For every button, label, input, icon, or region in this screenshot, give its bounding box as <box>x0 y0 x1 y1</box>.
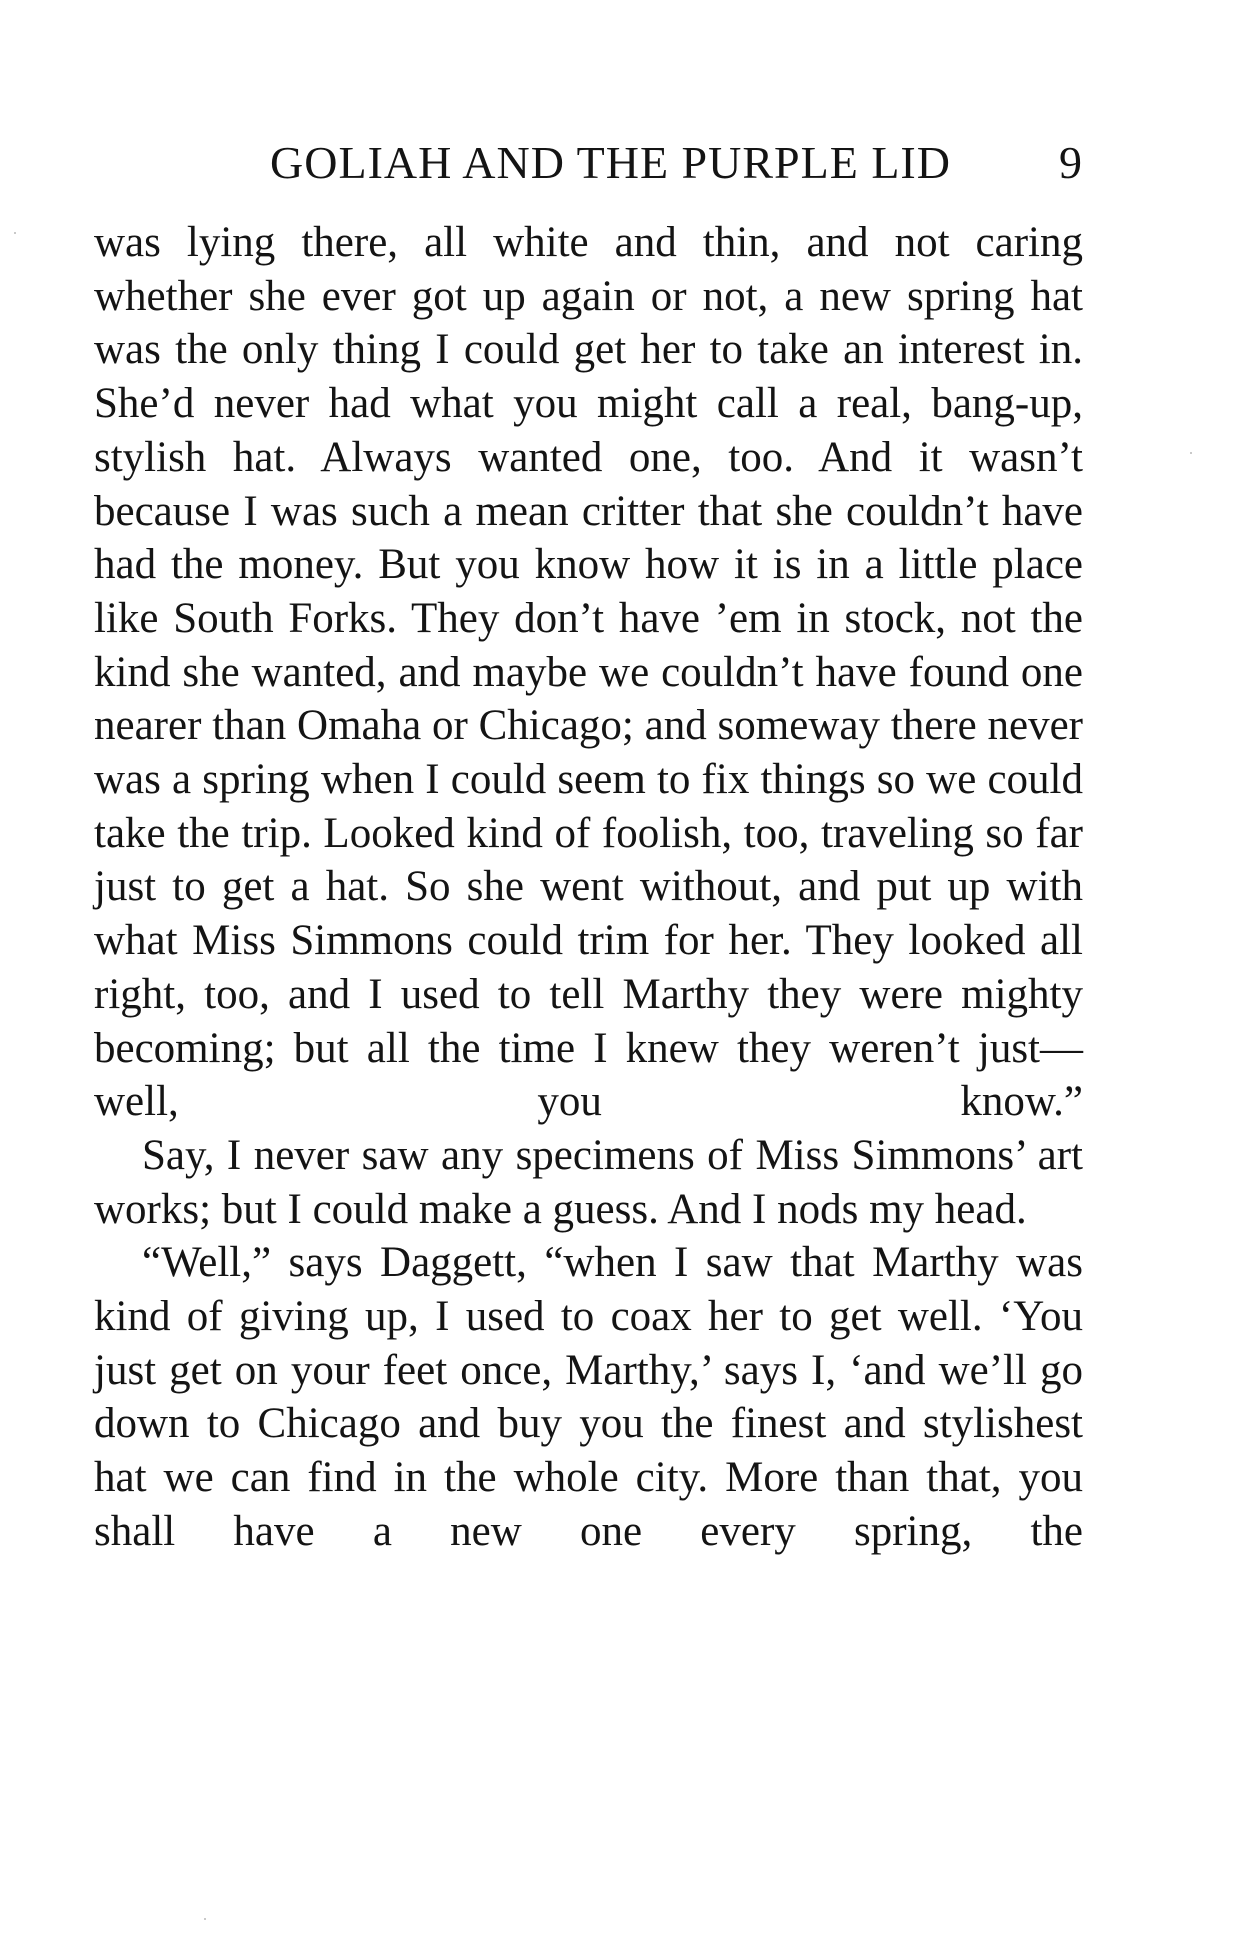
page-number: 9 <box>1059 136 1083 188</box>
paragraph-1: was lying there, all white and thin, and not caring whether she ever got up again or not, a new spring hat was the only thing I could get her to take an interest in. She’d never had what you might call a real, bang-up, stylish hat. Always wanted one, too. And it wasn’t because I was such a mean critter that she couldn’t have had the money. But you know how it is in a little place like South Forks. They don’t have ’em in stock, not the kind she wanted, and maybe we couldn’t have found one nearer than Omaha or Chicago; and someway there never was a spring when I could seem to fix things so we could take the trip. Looked kind of foolish, too, traveling so far just to get a hat. So she went without, and put up with what Miss Simmons could trim for her. They looked all right, too, and I used to tell Marthy they were mighty becoming; but all the time I knew they weren’t just—well, you know.” <box>94 219 1083 1126</box>
running-head <box>178 130 1083 194</box>
paragraph-3: “Well,” says Daggett, “when I saw that Marthy was kind of giving up, I used to coax her to get well. ‘You just get on your feet once, Marthy,’ says I, ‘and we’ll go down to Chicago and buy you the finest and stylishest hat we can find in the whole city. More than that, you shall have a new one every spring, the <box>94 1239 1083 1555</box>
body-text <box>94 216 1083 1559</box>
paragraph-2: Say, I never saw any specimens of Miss Simmons’ art works; but I could make a guess. And I nods my head. <box>94 1131 1083 1233</box>
scan-speck <box>1190 452 1192 454</box>
running-title: GOLIAH AND THE PURPLE LID <box>270 136 951 188</box>
scan-speck <box>204 1918 206 1920</box>
scan-speck <box>14 232 16 234</box>
